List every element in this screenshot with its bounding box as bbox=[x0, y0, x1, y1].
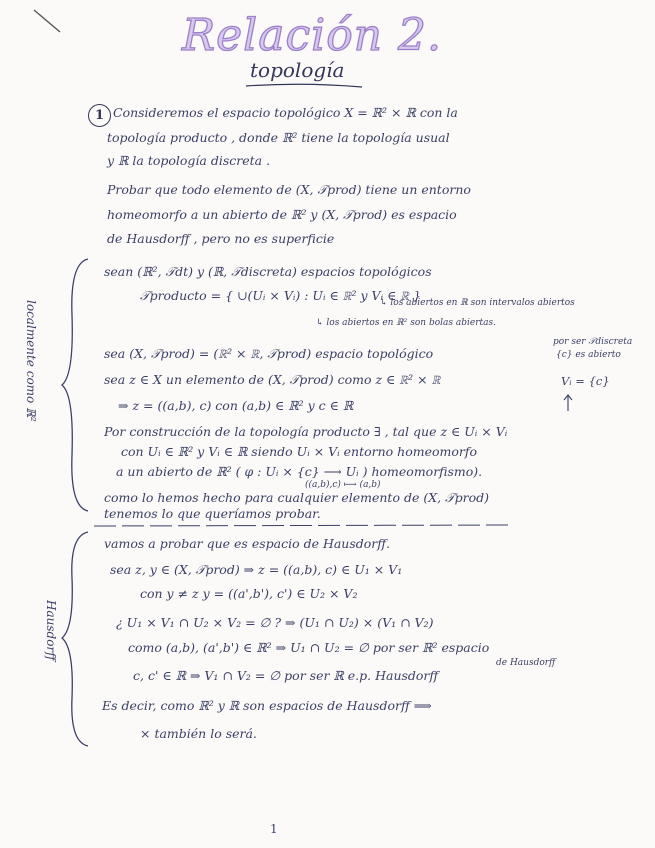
p2-line-7: Es decir, como ℝ² y ℝ son espacios de Hausdorff ⟹ bbox=[102, 698, 432, 713]
statement-line-3: y ℝ la topología discreta . bbox=[107, 153, 271, 168]
subtitle-underline bbox=[244, 82, 364, 90]
page-number: 1 bbox=[270, 822, 278, 836]
p1-line-7: con Uᵢ ∈ ℝ² y Vᵢ ∈ ℝ siendo Uᵢ × Vᵢ entorno homeomorfo bbox=[121, 444, 478, 459]
p1-line-6: Por construcción de la topología producto ∃ , tal que z ∈ Uᵢ × Vᵢ bbox=[104, 424, 508, 439]
p2-line-5: como (a,b), (a',b') ∈ ℝ² ⇒ U₁ ∩ U₂ = ∅ por ser ℝ² espacio bbox=[128, 640, 490, 655]
p2-line-6: c, c' ∈ ℝ ⇒ V₁ ∩ V₂ = ∅ por ser ℝ e.p. Hausdorff bbox=[133, 668, 439, 683]
exercise-number-badge: 1 bbox=[88, 104, 111, 127]
statement-line-2: topología producto , donde ℝ² tiene la topología usual bbox=[107, 130, 450, 145]
p1-line-10: tenemos lo que queríamos probar. bbox=[104, 506, 321, 521]
p1-note-open-r2: ↳ los abiertos en ℝ² son bolas abiertas. bbox=[316, 318, 496, 328]
p1-line-2: 𝒯producto = { ∪(Uᵢ × Vᵢ) : Uᵢ ∈ ℝ² y Vᵢ ∈ ℝ } bbox=[140, 288, 422, 303]
p1-line-4: sea z ∈ X un elemento de (X, 𝒯prod) como z ∈ ℝ² × ℝ bbox=[104, 372, 441, 387]
p1-line-5: ⇒ z = ((a,b), c) con (a,b) ∈ ℝ² y c ∈ ℝ bbox=[118, 398, 354, 413]
p2-line-4: ¿ U₁ × V₁ ∩ U₂ × V₂ = ∅ ? ⇒ (U₁ ∩ U₂) × (V₁ ∩ V₂) bbox=[116, 615, 434, 630]
task-line-2: homeomorfo a un abierto de ℝ² y (X, 𝒯prod) es espacio bbox=[107, 207, 457, 222]
task-line-3: de Hausdorff , pero no es superficie bbox=[107, 231, 335, 246]
bracket-part1 bbox=[58, 255, 98, 515]
p2-line-2: sea z, y ∈ (X, 𝒯prod) ⇒ z = ((a,b), c) ∈ U₁ × V₁ bbox=[110, 562, 403, 577]
p1-line-8: a un abierto de ℝ² ( φ : Uᵢ × {c} ⟶ Uᵢ ) homeomorfismo). bbox=[116, 464, 483, 479]
page-subtitle: topología bbox=[250, 58, 345, 82]
corner-mark bbox=[30, 6, 70, 36]
task-line-1: Probar que todo elemento de (X, 𝒯prod) tiene un entorno bbox=[107, 182, 471, 197]
p1-map-rule: ((a,b),c) ⟼ (a,b) bbox=[305, 480, 381, 490]
side-label-local: localmente como ℝ² bbox=[24, 300, 38, 422]
statement-line-1: Consideremos el espacio topológico X = ℝ² × ℝ con la bbox=[113, 105, 458, 120]
p2-line-8: × también lo será. bbox=[140, 726, 257, 741]
up-arrow-icon bbox=[562, 393, 574, 413]
p1-line-3: sea (X, 𝒯prod) = (ℝ² × ℝ, 𝒯prod) espacio topológico bbox=[104, 346, 434, 361]
section-divider bbox=[92, 522, 512, 530]
side-label-hausdorff: Hausdorff bbox=[44, 600, 58, 661]
page-title: Relación 2. bbox=[182, 10, 442, 61]
p1-note-open-r: ↳ los abiertos en ℝ son intervalos abiertos bbox=[380, 298, 575, 308]
p1-line-1: sean (ℝ², 𝒯dt) y (ℝ, 𝒯discreta) espacios topológicos bbox=[104, 264, 432, 279]
p2-line-5b: de Hausdorff bbox=[496, 658, 556, 668]
p1-side-note-1: por ser 𝒯discreta bbox=[553, 337, 633, 347]
bracket-part2 bbox=[58, 528, 98, 748]
p2-line-1: vamos a probar que es espacio de Hausdorff. bbox=[104, 536, 391, 551]
p2-line-3: con y ≠ z y = ((a',b'), c') ∈ U₂ × V₂ bbox=[140, 586, 358, 601]
p1-side-note-3: Vᵢ = {c} bbox=[561, 374, 610, 388]
p1-line-9: como lo hemos hecho para cualquier elemento de (X, 𝒯prod) bbox=[104, 490, 490, 505]
p1-side-note-2: {c} es abierto bbox=[556, 350, 621, 360]
